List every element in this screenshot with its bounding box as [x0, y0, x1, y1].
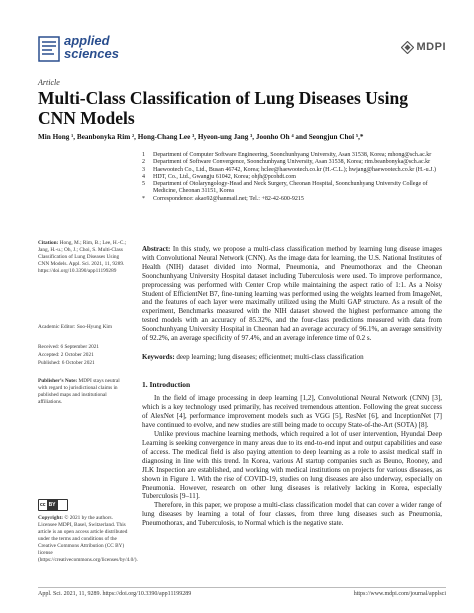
abstract-label: Abstract:	[142, 245, 171, 253]
affiliation-item	[142, 159, 442, 166]
affiliation-text: Department of Otolaryngology-Head and Neck Surgery, Cheonan Hospital, Soonchunhyang University College of Medicine, Cheonan 31151, Korea	[153, 181, 428, 195]
journal-name	[64, 34, 119, 60]
affiliation-text: HDT, Co., Ltd., Gwangju 61042, Korea; ohjh@pcohdt.com	[153, 173, 296, 180]
publisher-logo	[401, 40, 447, 54]
citation-text: Hong, M.; Rim, B.; Lee, H.-C.; Jang, H.-u.; Oh, J.; Choi, S. Multi-Class Classification of Lung Diseases Using CNN Models. Appl. Sci. 2021, 11, 9289. https://doi.org/10.3390/app11199289	[38, 240, 127, 274]
article-type: Article	[38, 78, 60, 87]
footer-divider	[38, 587, 446, 588]
publisher-note-text: MDPI stays neutral with regard to jurisdictional claims in published maps and institutional affiliations.	[38, 378, 120, 405]
affiliation-number: 3	[142, 166, 145, 173]
affiliation-number: 4	[142, 173, 145, 180]
publisher-name: MDPI	[416, 41, 446, 53]
publisher-note	[38, 378, 130, 406]
affiliation-number: 5	[142, 181, 145, 188]
affiliation-text: Correspondence: akao92@hanmail.net; Tel.: +82-42-600-9215	[153, 195, 304, 202]
cc-by-license-icon[interactable]	[38, 499, 68, 511]
copyright-text: © 2021 by the authors. Licensee MDPI, Basel, Switzerland. This article is an open access article distributed under the terms and conditions of the Creative Commons Attribution (CC BY) license (https://creativecommons.org/licenses/by/4.0/).	[38, 515, 138, 563]
keywords	[142, 353, 442, 362]
received-date: Received: 6 September 2021	[38, 344, 100, 350]
academic-editor: Academic Editor: Soo-Hyung Kim	[38, 324, 112, 330]
section-heading: 1. Introduction	[142, 380, 191, 389]
publisher-note-label: Publisher’s Note:	[38, 378, 78, 384]
journal-emblem-icon	[38, 36, 60, 62]
footer-journal-link[interactable]: https://www.mdpi.com/journal/applsci	[353, 591, 446, 597]
affiliation-number: 1	[142, 152, 145, 158]
affiliation-item	[142, 196, 442, 203]
journal-logo	[38, 32, 133, 68]
affiliation-number: *	[142, 195, 145, 202]
keywords-text: deep learning; lung diseases; efficientnet; multi-class classification	[176, 353, 364, 361]
abstract	[142, 245, 442, 343]
mdpi-mark-icon	[401, 41, 414, 54]
copyright-notice	[38, 515, 138, 564]
author-list: Min Hong ¹, Beanbonyka Rim ², Hong-Chang Lee ³, Hyeon-ung Jang ³, Joonho Oh ⁴ and Seongjun Choi ⁵,*	[38, 133, 364, 141]
affiliation-text: Department of Computer Software Engineering, Soonchunhyang University, Asan 31538, Korea; mhong@sch.ac.kr	[153, 152, 432, 158]
body-paragraph: Therefore, in this paper, we propose a multi-class classification model that can cover a wider range of lung diseases by learning a total of four classes, from three lung diseases such as Pneumonia, Pneumothorax, and Tuberculosis, to Normal which is the negative state.	[142, 501, 442, 528]
published-date: Published: 6 October 2021	[38, 360, 95, 366]
journal-name-line2: sciences	[64, 46, 119, 61]
abstract-text: In this study, we propose a multi-class classification method by learning lung disease images with Convolutional Neural Network (CNN). As the image data for learning, the U.S. National Institutes of Health (NIH) dataset divided into Normal, Pneumonia, and Pneumothorax and the Cheonan Soonchunhyang University Hospital dataset including Tuberculosis were used. To improve performance, preprocessing was performed with Center Crop while maintaining the aspect ratio of 1:1. As a Noisy Student of EfficientNet B7, fine-tuning learning was performed using the weights learned from ImageNet, and the features of each layer were maximally utilized using the Multi GAP structure. As a result of the experiment, Benchmarks measured with the NIH dataset showed the highest performance among the tested models with an accuracy of 85.32%, and the four-class predictions measured with data from Soonchunhyang University Hospital in Cheonan had an average accuracy of 96.1%, an average sensitivity of 92.2%, an average specificity of 97.4%, and an average inference time of 0.2 s.	[142, 245, 443, 343]
paper-title: Multi-Class Classification of Lung Diseases Using CNN Models	[38, 88, 408, 128]
accepted-date: Accepted: 2 October 2021	[38, 352, 94, 358]
affiliation-item	[142, 181, 442, 196]
affiliation-text: Department of Software Convergence, Soonchunhyang University, Asan 31538, Korea; rim.beanbonyka@sch.ac.kr	[153, 159, 431, 166]
cc-label: cc	[40, 502, 46, 508]
body-paragraph: In the field of image processing in deep learning [1,2], Convolutional Neural Network (CNN) [3], which is a key technology used primarily, has received tremendous attention. Following the great success of AlexNet [4], performance improvement models such as VGG [5], ResNet [6], and InceptionNet [7] have continued to evolve, and new studies are still being made to occupy State-of-the-Art (SOTA) [8].	[142, 394, 442, 429]
affiliation-text: Haewootech Co., Ltd., Busan 46742, Korea; hclee@haewootech.co.kr (H.-C.L.); hwjang@haewootech.co.kr (H.-u.J.)	[153, 166, 436, 173]
sidebar-citation	[38, 240, 130, 275]
citation-label: Citation:	[38, 240, 59, 246]
by-label: BY	[47, 499, 58, 511]
section-body	[142, 394, 442, 528]
keywords-label: Keywords:	[142, 353, 175, 361]
footer-citation[interactable]: Appl. Sci. 2021, 11, 9289. https://doi.org/10.3390/app11199289	[38, 591, 192, 597]
affiliation-item	[142, 167, 442, 174]
body-paragraph: Unlike previous machine learning methods, which required a lot of user intervention, Hyundai Deep Learning is seeking convergence in many areas due to its end-to-end input and output capabilities and ease of access. The medical field is also paying attention to deep learning as a role to assist medical staff in diagnosing in line with this trend. In Korea, various AI startup companies such as Beuno, Rooney, and JLK Inspection are established, and working with medical institutions on projects for various diseases, as shown in Figure 1. With the rise of COVID-19, studies on lung diseases are also underway, especially on Pneumonia. However, research on other lung diseases is relatively lacking in Korea, especially Tuberculosis [9–11].	[142, 429, 442, 501]
journal-name-line1: applied	[64, 33, 110, 48]
affiliation-number: 2	[142, 159, 145, 166]
copyright-label: Copyright:	[38, 515, 64, 521]
affiliations	[142, 152, 442, 203]
